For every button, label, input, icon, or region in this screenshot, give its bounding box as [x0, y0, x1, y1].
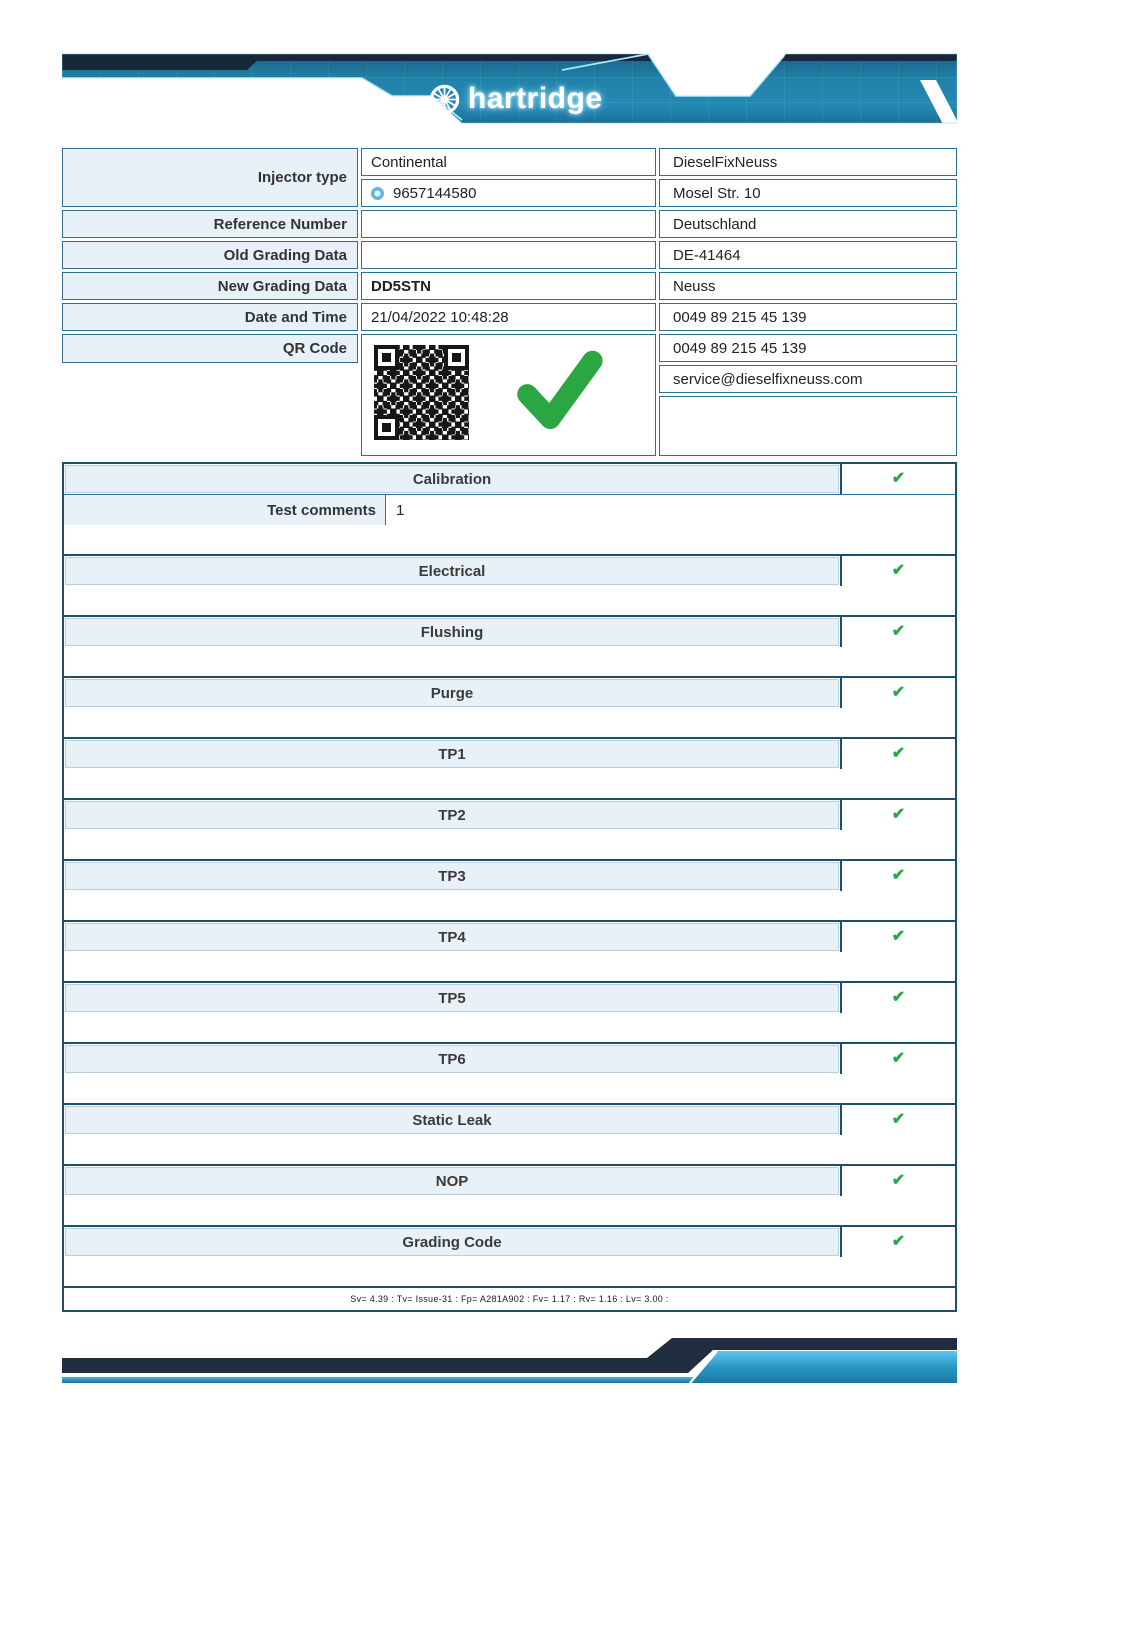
old-grading-value	[361, 241, 656, 269]
spacer-row	[64, 1074, 955, 1103]
check-icon: ✔	[891, 623, 906, 640]
workshop-postcode: DE-41464	[659, 241, 957, 269]
section-title: Static Leak	[64, 1105, 842, 1135]
test-comments-value: 1	[386, 495, 955, 525]
version-info-row	[64, 1286, 955, 1310]
check-icon: ✔	[891, 562, 906, 579]
injector-make-value	[361, 148, 656, 176]
section-electrical	[64, 554, 955, 586]
injector-info-left	[62, 148, 656, 456]
spacer-row	[64, 891, 955, 920]
spacer-row	[64, 830, 955, 859]
spacer-row	[64, 525, 955, 554]
check-icon: ✔	[891, 867, 906, 884]
reference-number-value	[361, 210, 656, 238]
section-status-cell	[842, 678, 955, 708]
injector-code-value	[361, 179, 656, 207]
check-icon: ✔	[891, 806, 906, 823]
check-icon: ✔	[891, 1050, 906, 1067]
section-grading-code	[64, 1225, 955, 1257]
section-nop	[64, 1164, 955, 1196]
check-icon: ✔	[891, 745, 906, 762]
section-tp3	[64, 859, 955, 891]
check-icon: ✔	[891, 1172, 906, 1189]
section-calibration	[64, 464, 955, 494]
section-title: Flushing	[64, 617, 842, 647]
section-status-cell	[842, 1105, 955, 1135]
new-grading-label: New Grading Data	[62, 272, 358, 300]
qr-finder-icon	[444, 345, 469, 370]
section-status-cell	[842, 1166, 955, 1196]
spacer-row	[64, 1013, 955, 1042]
test-results-table	[62, 462, 957, 1312]
section-status-cell	[842, 800, 955, 830]
section-status-cell	[842, 556, 955, 586]
injector-type-label: Injector type	[62, 148, 358, 207]
datetime-value: 21/04/2022 10:48:28	[361, 303, 656, 331]
qr-code-label: QR Code	[62, 334, 358, 363]
injector-info-table	[62, 148, 957, 456]
section-static-leak	[64, 1103, 955, 1135]
reference-number-label: Reference Number	[62, 210, 358, 238]
test-comments-label: Test comments	[64, 495, 386, 525]
workshop-email: service@dieselfixneuss.com	[659, 365, 957, 393]
section-title: Purge	[64, 678, 842, 708]
header-banner	[62, 52, 957, 130]
test-comments-row	[64, 494, 955, 525]
spacer-row	[64, 1135, 955, 1164]
part-number-icon	[371, 187, 384, 200]
section-purge	[64, 676, 955, 708]
section-title: TP6	[64, 1044, 842, 1074]
section-title: TP5	[64, 983, 842, 1013]
section-title: TP2	[64, 800, 842, 830]
section-title: Grading Code	[64, 1227, 842, 1257]
check-icon: ✔	[891, 1233, 906, 1250]
workshop-city: Neuss	[659, 272, 957, 300]
new-grading-value: DD5STN	[361, 272, 656, 300]
section-tp6	[64, 1042, 955, 1074]
workshop-country: Deutschland	[659, 210, 957, 238]
workshop-phone: 0049 89 215 45 139	[659, 303, 957, 331]
injector-code-text: 9657144580	[393, 184, 477, 202]
footer-banner	[62, 1336, 957, 1384]
version-info-text: Sv= 4.39 : Tv= Issue-31 : Fp= A281A902 : Fv= 1.17 : Rv= 1.16 : Lv= 3.00 :	[350, 1294, 669, 1304]
spacer-row	[64, 1196, 955, 1225]
check-icon: ✔	[891, 1111, 906, 1128]
workshop-street: Mosel Str. 10	[659, 179, 957, 207]
workshop-address-block	[659, 148, 957, 456]
section-status-cell	[842, 861, 955, 891]
qr-finder-icon	[374, 415, 399, 440]
check-icon: ✔	[891, 928, 906, 945]
section-status-cell	[842, 1227, 955, 1257]
spacer-row	[64, 586, 955, 615]
injector-make-text: Continental	[371, 153, 447, 171]
section-tp5	[64, 981, 955, 1013]
wheel-icon	[428, 83, 461, 116]
section-title: NOP	[64, 1166, 842, 1196]
qr-code	[374, 345, 469, 440]
qr-finder-icon	[374, 345, 399, 370]
qr-code-cell	[361, 334, 656, 456]
workshop-empty-cell	[659, 396, 957, 456]
datetime-label: Date and Time	[62, 303, 358, 331]
section-status-cell	[842, 464, 955, 494]
section-status-cell	[842, 922, 955, 952]
spacer-row	[64, 952, 955, 981]
section-title: Calibration	[64, 464, 842, 494]
check-icon: ✔	[891, 470, 906, 487]
old-grading-label: Old Grading Data	[62, 241, 358, 269]
spacer-row	[64, 769, 955, 798]
hartridge-logo	[428, 82, 603, 116]
section-tp4	[64, 920, 955, 952]
section-title: TP1	[64, 739, 842, 769]
section-status-cell	[842, 1044, 955, 1074]
logo-text: hartridge	[468, 82, 603, 115]
section-flushing	[64, 615, 955, 647]
section-status-cell	[842, 617, 955, 647]
pass-check-icon	[515, 345, 603, 433]
workshop-name: DieselFixNeuss	[659, 148, 957, 176]
check-icon: ✔	[891, 989, 906, 1006]
workshop-phone-2: 0049 89 215 45 139	[659, 334, 957, 362]
section-tp2	[64, 798, 955, 830]
footer-banner-graphic	[62, 1336, 957, 1384]
section-status-cell	[842, 983, 955, 1013]
spacer-row	[64, 708, 955, 737]
spacer-row	[64, 647, 955, 676]
section-tp1	[64, 737, 955, 769]
spacer-row	[64, 1257, 955, 1286]
section-title: TP4	[64, 922, 842, 952]
section-title: TP3	[64, 861, 842, 891]
section-status-cell	[842, 739, 955, 769]
section-title: Electrical	[64, 556, 842, 586]
check-icon: ✔	[891, 684, 906, 701]
